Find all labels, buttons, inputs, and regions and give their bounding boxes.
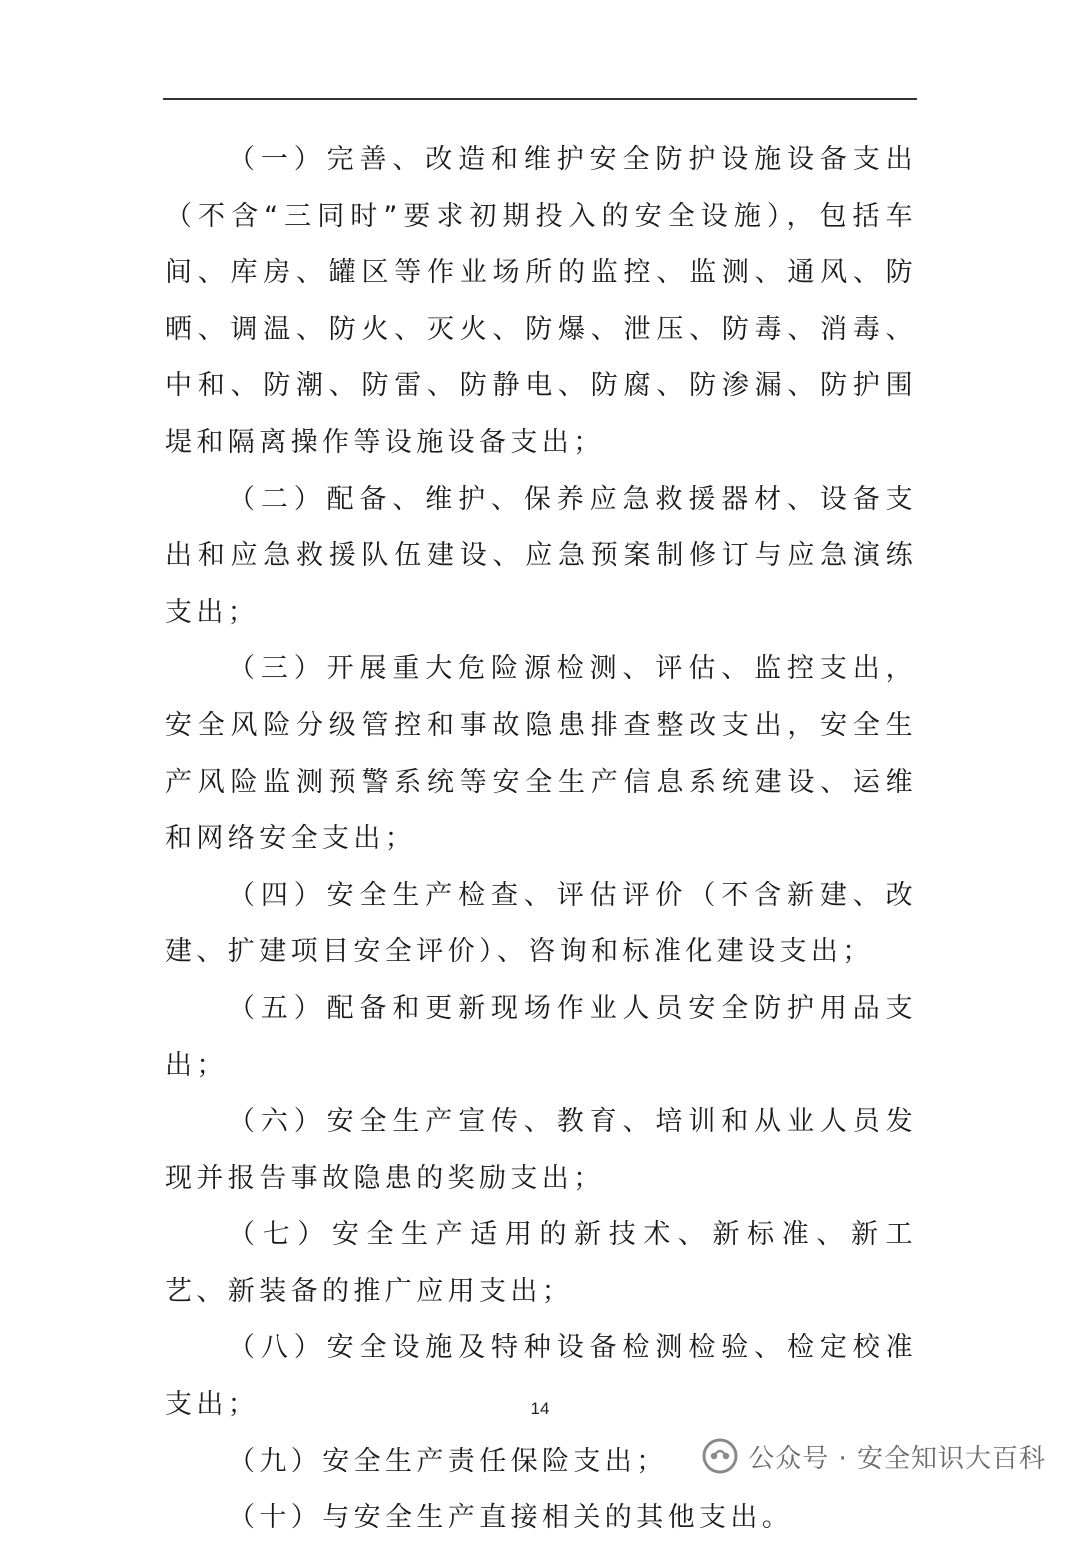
paragraph-item-10: （十）与安全生产直接相关的其他支出。 [228, 1502, 794, 1534]
paragraph-item-5: （五）配备和更新现场作业人员安全防护用品支出； [165, 992, 917, 1081]
paragraph-item-2: （二）配备、维护、保养应急救援器材、设备支出和应急救援队伍建设、应急预案制修订与应急演练支出； [165, 483, 917, 628]
paragraph-item-7: （七）安全生产适用的新技术、新标准、新工艺、新装备的推广应用支出； [165, 1219, 917, 1307]
paragraph-item-6: （六）安全生产宣传、教育、培训和从业人员发现并报告事故隐患的奖励支出； [165, 1106, 917, 1194]
paragraph-item-8: （八）安全设施及特种设备检测检验、检定校准支出； [165, 1332, 917, 1421]
header-rule [163, 98, 917, 100]
wechat-official-account-icon [700, 1436, 740, 1476]
watermark [700, 1434, 1046, 1478]
paragraph-item-3: （三）开展重大危险源检测、评估、监控支出，安全风险分级管控和事故隐患排查整改支出，安全生产风险监测预警系统等安全生产信息系统建设、运维和网络安全支出； [165, 653, 917, 855]
paragraph-item-9: （九）安全生产责任保险支出； [228, 1445, 668, 1477]
document-body [165, 132, 917, 1547]
watermark-text: 公众号 · 安全知识大百科 [748, 1443, 1046, 1474]
paragraph-item-4: （四）安全生产检查、评估评价（不含新建、改建、扩建项目安全评价）、咨询和标准化建设支出； [165, 879, 917, 968]
paragraph-item-1: （一）完善、改造和维护安全防护设施设备支出（不含“三同时”要求初期投入的安全设施），包括车间、库房、罐区等作业场所的监控、监测、通风、防晒、调温、防火、灭火、防爆、泄压、防毒、消毒、中和、防潮、防雷、防静电、防腐、防渗漏、防护围堤和隔离操作等设施设备支出； [165, 144, 917, 458]
page-number: 14 [530, 1399, 550, 1418]
